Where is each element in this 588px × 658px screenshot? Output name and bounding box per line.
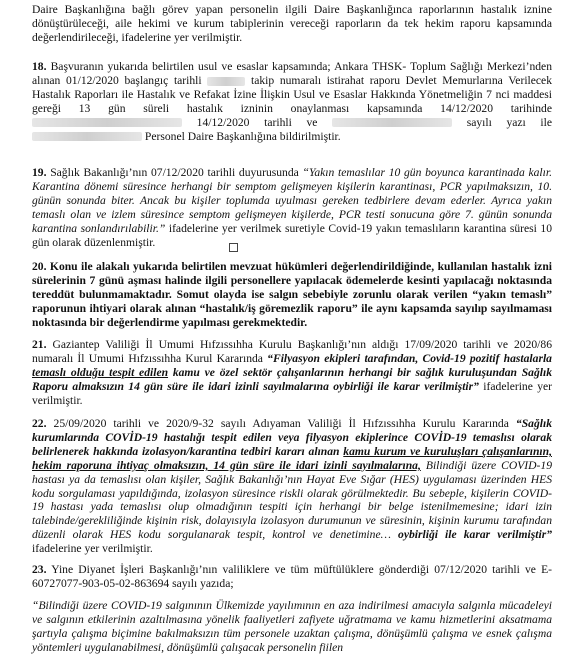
paragraph-text: Personel Daire Başkanlığına bildirilmiştir. xyxy=(144,129,341,143)
paragraph-number: 20. xyxy=(32,260,47,273)
redacted-text xyxy=(32,132,142,141)
redacted-text xyxy=(332,118,452,127)
paragraph-18 xyxy=(32,60,552,143)
paragraph-text: ifadelerine yer verilmiştir. xyxy=(32,379,552,407)
paragraph-text: 25/09/2020 tarihli ve 2020/9-32 sayılı Adıyaman Valiliği İl Hıfzıssıhha Kurulu Kararında xyxy=(53,417,509,430)
paragraph-19 xyxy=(32,166,552,249)
paragraph-number: 18. xyxy=(32,60,47,73)
paragraph-22 xyxy=(32,417,552,556)
paragraph-text: sayılı yazı ile xyxy=(466,115,553,129)
quoted-text: kamu ve özel sektör çalışanlarının herhangi bir sağlık kuruluşundan Sağlık Raporu almaksızın 14 gün süre ile idari izinli sayılmalarına oybirliği ile karar verilmiştir” xyxy=(32,365,553,393)
anchor-marker-icon xyxy=(229,243,238,252)
redacted-text xyxy=(207,77,245,86)
quoted-text: “Yakın temaslılar 10 gün boyunca karantinada kalır. Karantina dönemi süresince herhangi bir semptom gelişmeyen kişilerin karantinası, PCR yapılmaksızın, 10. günün sonunda biter. Ancak bu kişiler toplumda uyulması gereken tedbirlere devam ederler. Ayrıca yakın temaslı olan ve izlem süresince semptom gelişmeyen kişilerde, PCR testi sonucuna göre 7. günün sonunda karantina sonlandırılabilir.” xyxy=(32,166,552,235)
paragraph-number: 21. xyxy=(32,338,47,351)
paragraph-number: 19. xyxy=(32,166,47,179)
quoted-text: Bilindiği üzere COVID-19 hastası ya da temaslısı olan kişiler, Sağlık Bakanlığı’nın Hayat Eve Sığar (HES) uygulaması üzerinden HES kodu sorgulaması yapıldığında, izolasyon süresince riskli olarak görülmektedir. Bu sebeple, kişilerin COVID-19 hastası yada temaslısı olup olmadığının tespiti için herhangi bir belge istenilmemesine; idari izin talebinde/gerekliliğinde kişinin risk, dolayısıyla izolasyon durumunun ve süresinin, kişinin kurumu tarafından düzenli olarak HES kodu sorgulanarak tespit, kontrol ve denetimine… xyxy=(32,458,552,542)
paragraph-intro xyxy=(32,3,552,45)
paragraph-text: Başvuranın yukarıda belirtilen usul ve esaslar kapsamında; Ankara THSK- Toplum Sağlığı Merkezi’nden alınan 01/12/2020 başlangıç tarihli xyxy=(32,60,552,87)
paragraph-text: 14/12/2020 tarihli ve xyxy=(196,115,318,129)
paragraph-text: Yine Diyanet İşleri Başkanlığı’nın valiliklere ve tüm müftülüklere gönderdiği 07/12/2020 tarihli ve E-60727077-903-05-02-863694 sayılı yazıda; xyxy=(32,563,553,590)
quoted-text: “Sağlık kurumlarında COVİD-19 hastalığı tespit edilen veya filyasyon ekiplerince COVİD-19 temaslısı olarak belirlenerek hakkında izolasyon/karantina tedbiri kararı alınan xyxy=(32,417,552,458)
paragraph-20 xyxy=(32,260,552,330)
paragraph-intro-text: Daire Başkanlığına bağlı görev yapan personelin ilgili Daire Başkanlığınca raporlarının hastalık iznine dönüştürüleceği, aile hekimi ve kurum tabiplerinin vereceği raporların da tek hekim raporu kapsamında değerlendirileceği, ifadelerine yer verilmiştir. xyxy=(32,3,552,44)
paragraph-text: ifadelerine yer verilmek suretiyle Covid-19 yakın temaslıların karantina süresi 10 gün olarak düzenlenmiştir. xyxy=(32,221,552,249)
paragraph-text: Konu ile alakalı yukarıda belirtilen mevzuat hükümleri değerlendirildiğinde, kullanılan hastalık izni sürelerinin 7 günü aşması halinde ilgili personellere yapılacak ödemelerde kesinti yapılacağı noktasında tereddüt bulunmamaktadır. Somut olayda ise salgın sebebiyle zorunlu olarak verilen “yakın temaslı” raporunun ihtiyari olarak alınan “hastalık/iş göremezlik raporu” ile aynı kapsamda sayılıp sayılmaması noktasında bir değerlendirme yapılması gerekmektedir. xyxy=(32,260,552,329)
paragraph-text: Gaziantep Valiliği İl Umumi Hıfzıssıhha Kurulu Başkanlığı’nın aldığı 17/09/2020 tarihli ve 2020/86 numaralı İl Umumi Hıfzıssıhha Kurul Kararında xyxy=(32,338,552,365)
quoted-text: “Bilindiği üzere COVID-19 salgınının Ülkemizde yayılımının en aza indirilmesi amacıyla salgınla mücadeleyi ve salgının etkilerinin azaltılmasına yönelik faaliyetleri zafiyete uğratmama ve kamu hizmetlerini aksatmama şartıyla çalışma biçimine bakılmaksızın tüm personele uzaktan çalışma, dönüşümlü çalışma ve esnek çalışma yöntemleri uygulanabilmesi, dönüşümlü çalışacak personelin fiilen xyxy=(32,599,552,654)
paragraph-text: ifadelerine yer verilmiştir. xyxy=(32,542,153,556)
paragraph-text: takip numaralı istirahat raporu Devlet Memurlarına Verilecek Hastalık Raporları ile Hastalık ve Refakat İzine İlişkin Usul ve Esaslar Hakkında Yönetmeliğin 7 nci maddesi gereği 13 gün süreli hastalık izninin onaylanması kapsamında 14/12/2020 tarihinde xyxy=(32,73,552,115)
quoted-text-underlined: temaslı olduğu tespit edilen xyxy=(32,365,169,379)
quoted-text-underlined: kamu kurum ve kuruluşları çalışanlarının, hekim raporuna ihtiyaç olmaksızın, 14 gün süre ile idari izinli sayılmalarına, xyxy=(32,444,552,472)
paragraph-text: Sağlık Bakanlığı’nın 07/12/2020 tarihli duyurusunda xyxy=(50,166,299,179)
quoted-text: “Filyasyon ekipleri tarafından, Covid-19 pozitif hastalarla xyxy=(267,351,552,365)
redacted-text xyxy=(32,118,182,127)
paragraph-number: 23. xyxy=(32,563,47,576)
quoted-text: oybirliği ile karar verilmiştir” xyxy=(398,528,553,542)
paragraph-23 xyxy=(32,563,552,591)
paragraph-number: 22. xyxy=(32,417,47,430)
paragraph-quote xyxy=(32,599,552,655)
paragraph-21 xyxy=(32,338,552,408)
